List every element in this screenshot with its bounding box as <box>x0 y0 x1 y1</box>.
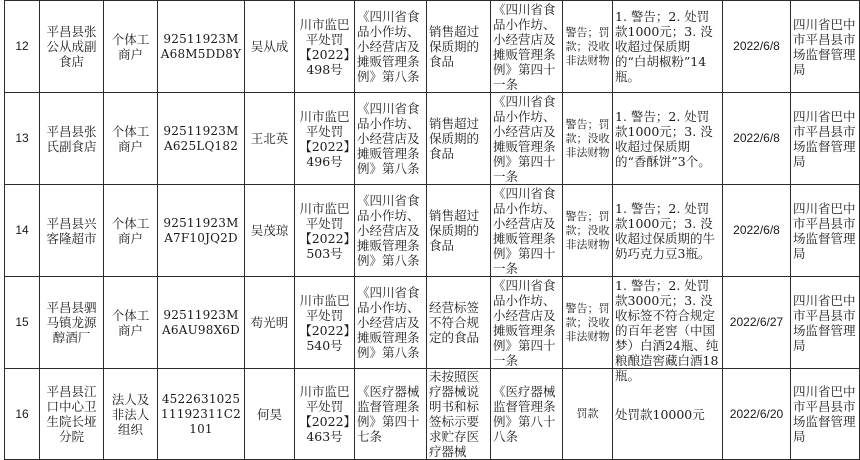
entity-type-cell <box>104 93 158 185</box>
table-row <box>5 277 860 369</box>
entity-type-cell <box>104 185 158 277</box>
violation-fact-cell-text: 销售超过保质期的食品 <box>429 208 480 253</box>
authority-cell-text: 四川省巴中市平昌县市场监督管理局 <box>793 292 856 353</box>
seq-cell <box>5 185 40 277</box>
penalty-basis-cell-text: 《四川省食品小作坊、小经营店及摊贩管理条例》第四十一条 <box>493 93 556 184</box>
penalty-basis-cell-text: 《四川省食品小作坊、小经营店及摊贩管理条例》第四十一条 <box>493 185 556 276</box>
penalty-content-cell-text: 处罚款10000元 <box>615 406 705 422</box>
credit-code-cell <box>158 277 245 369</box>
seq-cell-text: 14 <box>15 223 29 237</box>
violation-fact-cell-text: 销售超过保质期的食品 <box>429 24 480 69</box>
company-name-cell-text: 平昌县张氏副食店 <box>46 123 97 154</box>
legal-person-cell-text: 苟光明 <box>250 315 289 330</box>
violation-fact-cell-text: 未按照医疗器械说明书和标签标示要求贮存医疗器械 <box>429 369 480 459</box>
company-name-cell-text: 平昌县张公从成副食店 <box>46 24 97 69</box>
violation-fact-cell <box>427 369 491 460</box>
legal-person-cell-text: 吴茂琼 <box>250 223 289 238</box>
company-name-cell-text: 平昌县兴客隆超市 <box>46 215 97 246</box>
penalty-basis-cell-text: 《医疗器械监督管理条例》第八十八条 <box>493 384 556 444</box>
penalty-basis-cell-text: 《四川省食品小作坊、小经营店及摊贩管理条例》第四十一条 <box>493 277 556 368</box>
seq-cell <box>5 277 40 369</box>
decision-date-cell-text: 2022/6/8 <box>733 39 780 53</box>
seq-cell <box>5 369 40 460</box>
penalty-type-cell <box>563 369 613 460</box>
penalty-content-cell <box>613 277 723 383</box>
violation-basis-cell-text: 《四川省食品小作坊、小经营店及摊贩管理条例》第八条 <box>357 285 420 360</box>
authority-cell <box>791 93 860 185</box>
seq-cell <box>5 1 40 93</box>
entity-type-cell-text: 法人及非法人组织 <box>111 391 150 437</box>
decision-number-cell <box>295 369 355 460</box>
legal-person-cell <box>245 277 295 369</box>
penalty-content-cell <box>613 1 723 93</box>
seq-cell-text: 13 <box>15 131 29 145</box>
decision-date-cell-text: 2022/6/8 <box>733 223 780 237</box>
decision-date-cell <box>723 369 791 460</box>
legal-person-cell <box>245 1 295 93</box>
authority-cell <box>791 277 860 369</box>
authority-cell-text: 四川省巴中市平昌县市场监督管理局 <box>793 108 856 169</box>
penalty-basis-cell <box>491 1 563 93</box>
decision-date-cell <box>723 277 791 369</box>
authority-cell-text: 四川省巴中市平昌县市场监督管理局 <box>793 200 856 261</box>
violation-fact-cell <box>427 1 491 93</box>
penalty-table <box>4 0 860 460</box>
penalty-type-cell-text: 罚款 <box>576 407 599 420</box>
penalty-content-cell-text: 1. 警告；2. 处罚款1000元；3. 没收超过保质期的牛奶巧克力豆3瓶。 <box>615 200 716 261</box>
decision-number-cell-text: 川市监巴平处罚【2022】463号 <box>299 384 350 444</box>
entity-type-cell-text: 个体工商户 <box>111 215 150 246</box>
authority-cell <box>791 1 860 93</box>
entity-type-cell-text: 个体工商户 <box>111 123 150 154</box>
violation-fact-cell <box>427 185 491 277</box>
legal-person-cell <box>245 93 295 185</box>
penalty-type-cell <box>563 1 613 93</box>
penalty-type-cell-text: 警告；罚款；没收非法财物 <box>565 301 610 343</box>
violation-basis-cell <box>355 277 427 369</box>
decision-number-cell-text: 川市监巴平处罚【2022】540号 <box>299 292 350 353</box>
violation-basis-cell-text: 《四川省食品小作坊、小经营店及摊贩管理条例》第八条 <box>357 193 420 268</box>
company-name-cell <box>40 1 104 93</box>
decision-number-cell-text: 川市监巴平处罚【2022】503号 <box>299 200 350 261</box>
company-name-cell <box>40 185 104 277</box>
penalty-content-cell-text: 1. 警告；2. 处罚款3000元；3. 没收标签不符合规定的百年老窖（中国梦）白酒24瓶、纯粮酿造窖藏白酒18瓶。 <box>615 277 719 383</box>
decision-number-cell <box>295 93 355 185</box>
table-row <box>5 1 860 93</box>
table-row <box>5 369 860 460</box>
penalty-type-cell <box>563 277 613 369</box>
legal-person-cell-text: 吴从成 <box>250 39 289 54</box>
violation-fact-cell <box>427 277 491 369</box>
decision-date-cell-text: 2022/6/8 <box>733 131 780 145</box>
violation-basis-cell <box>355 185 427 277</box>
entity-type-cell <box>104 369 158 460</box>
legal-person-cell <box>245 185 295 277</box>
company-name-cell <box>40 369 104 460</box>
entity-type-cell-text: 个体工商户 <box>111 31 150 62</box>
company-name-cell-text: 平昌县驷马镇龙源醇酒厂 <box>46 300 97 345</box>
decision-date-cell <box>723 93 791 185</box>
authority-cell <box>791 185 860 277</box>
decision-number-cell-text: 川市监巴平处罚【2022】498号 <box>299 16 350 77</box>
penalty-basis-cell <box>491 277 563 369</box>
legal-person-cell <box>245 369 295 460</box>
authority-cell-text: 四川省巴中市平昌县市场监督管理局 <box>793 16 856 77</box>
violation-fact-cell <box>427 93 491 185</box>
legal-person-cell-text: 王北英 <box>250 131 289 146</box>
decision-date-cell <box>723 185 791 277</box>
table-row <box>5 185 860 277</box>
credit-code-cell <box>158 1 245 93</box>
violation-basis-cell <box>355 369 427 460</box>
seq-cell-text: 16 <box>15 406 29 421</box>
legal-person-cell-text: 何昊 <box>256 406 282 422</box>
penalty-type-cell <box>563 93 613 185</box>
penalty-basis-cell <box>491 185 563 277</box>
penalty-basis-cell <box>491 93 563 185</box>
penalty-basis-cell-text: 《四川省食品小作坊、小经营店及摊贩管理条例》第四十一条 <box>493 1 556 92</box>
seq-cell-text: 12 <box>15 39 29 53</box>
decision-date-cell <box>723 1 791 93</box>
violation-basis-cell <box>355 1 427 93</box>
penalty-content-cell <box>613 185 723 277</box>
entity-type-cell <box>104 277 158 369</box>
authority-cell-text: 四川省巴中市平昌县市场监督管理局 <box>793 384 856 444</box>
violation-basis-cell-text: 《四川省食品小作坊、小经营店及摊贩管理条例》第八条 <box>357 9 420 84</box>
penalty-type-cell-text: 警告；罚款；没收非法财物 <box>565 117 610 159</box>
seq-cell-text: 15 <box>15 315 29 329</box>
company-name-cell <box>40 93 104 185</box>
penalty-type-cell-text: 警告；罚款；没收非法财物 <box>565 25 610 67</box>
penalty-type-cell-text: 警告；罚款；没收非法财物 <box>565 209 610 251</box>
credit-code-cell <box>158 369 245 460</box>
company-name-cell-text: 平昌县江口中心卫生院长垭分院 <box>46 384 97 444</box>
entity-type-cell <box>104 1 158 93</box>
credit-code-cell-text: 92511923MA6AU98X6D <box>162 307 240 337</box>
violation-fact-cell-text: 经营标签不符合规定的食品 <box>429 300 480 345</box>
violation-fact-cell-text: 销售超过保质期的食品 <box>429 116 480 161</box>
penalty-content-cell <box>613 93 723 185</box>
decision-number-cell <box>295 185 355 277</box>
authority-cell <box>791 369 860 460</box>
seq-cell <box>5 93 40 185</box>
credit-code-cell-text: 92511923MA7F10JQ2D <box>163 215 239 245</box>
entity-type-cell-text: 个体工商户 <box>111 307 150 338</box>
decision-date-cell-text: 2022/6/20 <box>729 406 784 421</box>
credit-code-cell <box>158 185 245 277</box>
penalty-type-cell <box>563 185 613 277</box>
decision-number-cell <box>295 277 355 369</box>
penalty-content-cell-text: 1. 警告；2. 处罚款1000元；3. 没收超过保质期的“白胡椒粉”14瓶。 <box>615 9 713 84</box>
penalty-basis-cell <box>491 369 563 460</box>
decision-number-cell <box>295 1 355 93</box>
credit-code-cell-text: 92511923MA625LQ182 <box>163 123 239 153</box>
credit-code-cell-text: 452263102511192311C2101 <box>161 391 241 436</box>
credit-code-cell-text: 92511923MA68M5DD8Y <box>160 31 242 61</box>
company-name-cell <box>40 277 104 369</box>
decision-date-cell-text: 2022/6/27 <box>729 315 784 329</box>
table-row <box>5 93 860 185</box>
penalty-content-cell-text: 1. 警告；2. 处罚款1000元；3. 没收超过保质期的“香酥饼”3个。 <box>615 108 713 169</box>
violation-basis-cell-text: 《四川省食品小作坊、小经营店及摊贩管理条例》第八条 <box>357 101 420 176</box>
credit-code-cell <box>158 93 245 185</box>
decision-number-cell-text: 川市监巴平处罚【2022】496号 <box>299 108 350 169</box>
violation-basis-cell <box>355 93 427 185</box>
violation-basis-cell-text: 《医疗器械监督管理条例》第四十七条 <box>357 384 420 444</box>
